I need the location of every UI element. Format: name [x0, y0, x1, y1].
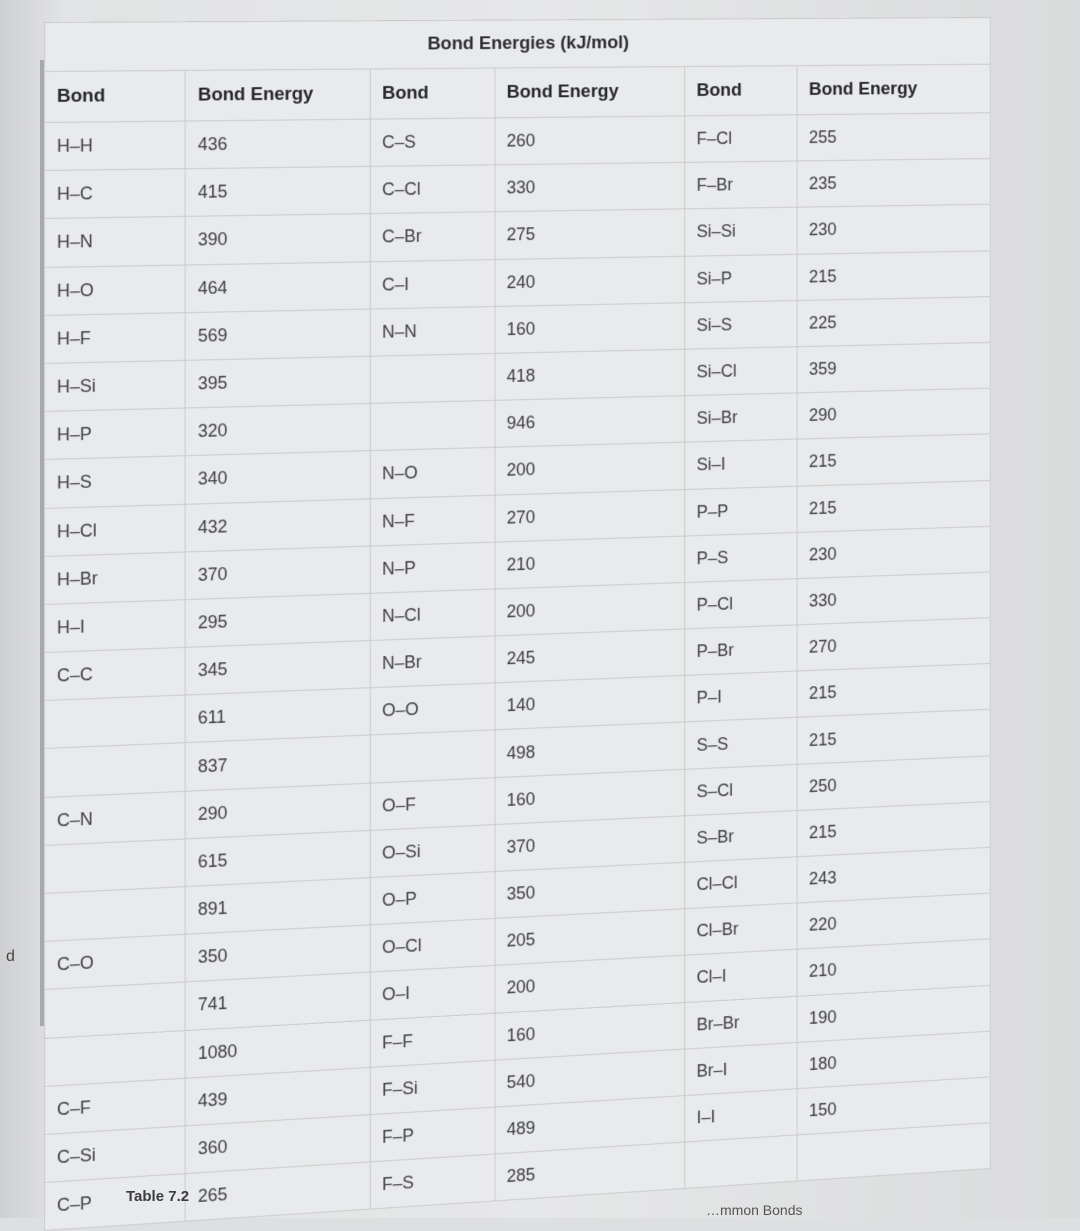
bond-energy-cell: 439: [186, 1067, 370, 1126]
bond-cell: F–Si: [370, 1060, 495, 1115]
bond-energy-table-container: [44, 17, 991, 1231]
bond-energy-cell: 260: [495, 116, 685, 165]
bond-energy-cell: 210: [797, 939, 990, 996]
column-header: Bond Energy: [797, 64, 990, 115]
bond-energy-cell: 150: [797, 1077, 990, 1135]
bond-cell: S–Cl: [685, 764, 797, 816]
bond-energy-cell: 320: [186, 404, 370, 456]
bond-cell: O–F: [370, 777, 495, 830]
bond-cell: N–Br: [370, 636, 495, 688]
bond-cell: C–C: [44, 647, 185, 700]
bond-energy-cell: 270: [495, 489, 685, 542]
footer-hint: …mmon Bonds: [706, 1202, 803, 1218]
bond-cell: Si–I: [685, 439, 797, 489]
bond-cell: Cl–I: [685, 950, 797, 1003]
bond-energy-cell: 350: [495, 862, 685, 918]
bond-energy-cell: 370: [186, 546, 370, 600]
bond-cell: F–F: [370, 1013, 495, 1067]
bond-cell: O–Cl: [370, 919, 495, 973]
bond-energy-cell: 340: [186, 451, 370, 504]
bond-energy-cell: 225: [797, 296, 990, 346]
bond-energy-cell: 140: [495, 676, 685, 731]
bond-energy-cell: 215: [797, 664, 990, 718]
bond-cell: Si–Br: [685, 393, 797, 442]
bond-energy-cell: 359: [797, 342, 990, 393]
bond-energy-cell: 230: [797, 526, 990, 579]
bond-cell: H–H: [44, 121, 185, 171]
bond-energy-cell: 235: [797, 159, 990, 208]
bond-energy-cell: 540: [495, 1049, 685, 1107]
bond-energy-cell: 436: [186, 119, 370, 169]
bond-cell: P–I: [685, 671, 797, 722]
bond-cell: C–O: [44, 934, 185, 989]
bond-energy-cell: 160: [495, 1002, 685, 1060]
bond-cell: H–I: [44, 600, 185, 653]
bond-cell: [370, 400, 495, 450]
bond-cell: C–P: [44, 1174, 185, 1231]
bond-cell: [44, 887, 185, 942]
bond-energy-cell: 215: [797, 801, 990, 856]
bond-cell: Si–P: [685, 254, 797, 303]
bond-cell: C–F: [44, 1078, 185, 1134]
bond-energy-cell: 180: [797, 1031, 990, 1089]
bond-energy-cell: 240: [495, 256, 685, 306]
bond-cell: O–I: [370, 966, 495, 1020]
bond-energy-cell: 360: [186, 1115, 370, 1174]
bond-cell: N–O: [370, 448, 495, 499]
bond-energy-cell: 220: [797, 893, 990, 949]
bond-energy-cell: 250: [797, 756, 990, 811]
bond-energy-cell: 741: [186, 972, 370, 1030]
bond-energy-cell: 190: [797, 985, 990, 1042]
bond-cell: [44, 695, 185, 749]
bond-cell: [44, 743, 185, 797]
bond-cell: H–C: [44, 169, 185, 219]
bond-cell: C–Cl: [370, 165, 495, 214]
column-header: Bond Energy: [495, 67, 685, 118]
bond-energy-cell: 498: [495, 722, 685, 777]
bond-energy-cell: 837: [186, 735, 370, 791]
bond-energy-cell: 290: [797, 388, 990, 439]
bond-cell: C–Br: [370, 212, 495, 261]
bond-cell: F–Cl: [685, 115, 797, 163]
bond-cell: O–O: [370, 683, 495, 735]
bond-cell: C–N: [44, 791, 185, 845]
bond-energy-cell: 205: [495, 909, 685, 966]
bond-energy-cell: 200: [495, 956, 685, 1013]
bond-cell: P–Br: [685, 625, 797, 676]
bond-energy-cell: 215: [797, 251, 990, 301]
bond-energy-cell: 243: [797, 847, 990, 903]
bond-cell: Br–I: [685, 1042, 797, 1095]
column-header: Bond Energy: [186, 69, 370, 121]
bond-energy-cell: 245: [495, 629, 685, 683]
column-header: Bond: [685, 66, 797, 116]
bond-cell: [44, 982, 185, 1038]
bond-cell: Cl–Cl: [685, 857, 797, 909]
bond-energy-cell: 432: [186, 498, 370, 551]
bond-cell: C–Si: [44, 1126, 185, 1183]
bond-cell: C–I: [370, 259, 495, 309]
bond-cell: Si–Si: [685, 208, 797, 256]
bond-energy-cell: 160: [495, 769, 685, 824]
bond-cell: H–Cl: [44, 504, 185, 556]
bond-cell: [685, 1135, 797, 1189]
bond-cell: Si–S: [685, 300, 797, 349]
bond-cell: O–Si: [370, 824, 495, 877]
bond-energy-cell: 200: [495, 442, 685, 494]
bond-cell: H–Br: [44, 552, 185, 605]
bond-cell: F–S: [370, 1154, 495, 1209]
bond-cell: [44, 1030, 185, 1086]
bond-energy-cell: 255: [797, 113, 990, 161]
bond-cell: S–Br: [685, 810, 797, 862]
bond-energy-cell: 390: [186, 214, 370, 265]
bond-energy-cell: 415: [186, 167, 370, 217]
bond-cell: F–P: [370, 1107, 495, 1162]
bond-energy-cell: 615: [186, 830, 370, 886]
bond-energy-cell: 215: [797, 480, 990, 532]
table-title: Bond Energies (kJ/mol): [44, 18, 990, 72]
bond-cell: I–I: [685, 1089, 797, 1142]
bond-cell: [370, 353, 495, 403]
bond-cell: C–S: [370, 118, 495, 167]
bond-energy-cell: 370: [495, 816, 685, 872]
bond-cell: H–F: [44, 312, 185, 363]
bond-cell: H–Si: [44, 360, 185, 411]
bond-energy-cell: 330: [495, 163, 685, 213]
bond-energy-cell: 611: [186, 688, 370, 743]
edge-mark: d: [6, 948, 15, 965]
table-caption: Table 7.2: [126, 1188, 190, 1205]
bond-cell: [44, 839, 185, 894]
bond-cell: F–Br: [685, 161, 797, 209]
bond-energy-cell: 350: [186, 925, 370, 982]
bond-cell: P–S: [685, 532, 797, 582]
bond-cell: N–Cl: [370, 589, 495, 641]
bond-energy-cell: 418: [495, 349, 685, 400]
bond-energy-cell: 275: [495, 209, 685, 259]
bond-energy-table: [44, 17, 991, 1231]
bond-energy-cell: 210: [495, 536, 685, 589]
bond-cell: H–S: [44, 456, 185, 508]
bond-energy-cell: 345: [186, 641, 370, 696]
bond-cell: O–P: [370, 872, 495, 925]
bond-energy-cell: 946: [495, 396, 685, 448]
bond-cell: Si–Cl: [685, 347, 797, 396]
bond-energy-cell: 215: [797, 710, 990, 764]
bond-cell: N–N: [370, 306, 495, 356]
column-header: Bond: [370, 68, 495, 119]
bond-energy-cell: 285: [495, 1142, 685, 1201]
table-body: [44, 113, 990, 1231]
bond-energy-cell: 295: [186, 593, 370, 647]
bond-cell: N–P: [370, 542, 495, 593]
bond-energy-cell: 569: [186, 309, 370, 361]
bond-cell: P–P: [685, 486, 797, 536]
bond-energy-cell: 265: [186, 1162, 370, 1222]
bond-cell: Cl–Br: [685, 903, 797, 955]
bond-energy-cell: 160: [495, 302, 685, 353]
bond-cell: H–P: [44, 408, 185, 460]
bond-cell: P–Cl: [685, 579, 797, 630]
bond-energy-cell: 489: [495, 1095, 685, 1154]
bond-energy-cell: 215: [797, 434, 990, 486]
bond-cell: S–S: [685, 718, 797, 769]
bond-energy-cell: 1080: [186, 1020, 370, 1078]
bond-energy-cell: 270: [797, 618, 990, 671]
bond-energy-cell: 290: [186, 783, 370, 839]
bond-energy-cell: 395: [186, 356, 370, 408]
column-header: Bond: [44, 70, 185, 122]
bond-energy-cell: 330: [797, 572, 990, 625]
bond-cell: H–O: [44, 265, 185, 316]
bond-energy-cell: 891: [186, 878, 370, 935]
bond-energy-cell: 230: [797, 205, 990, 254]
bond-cell: H–N: [44, 217, 185, 267]
bond-energy-cell: 200: [495, 582, 685, 636]
bond-cell: Br–Br: [685, 996, 797, 1049]
bond-energy-cell: 464: [186, 261, 370, 312]
bond-cell: N–F: [370, 495, 495, 546]
bond-cell: [370, 730, 495, 783]
